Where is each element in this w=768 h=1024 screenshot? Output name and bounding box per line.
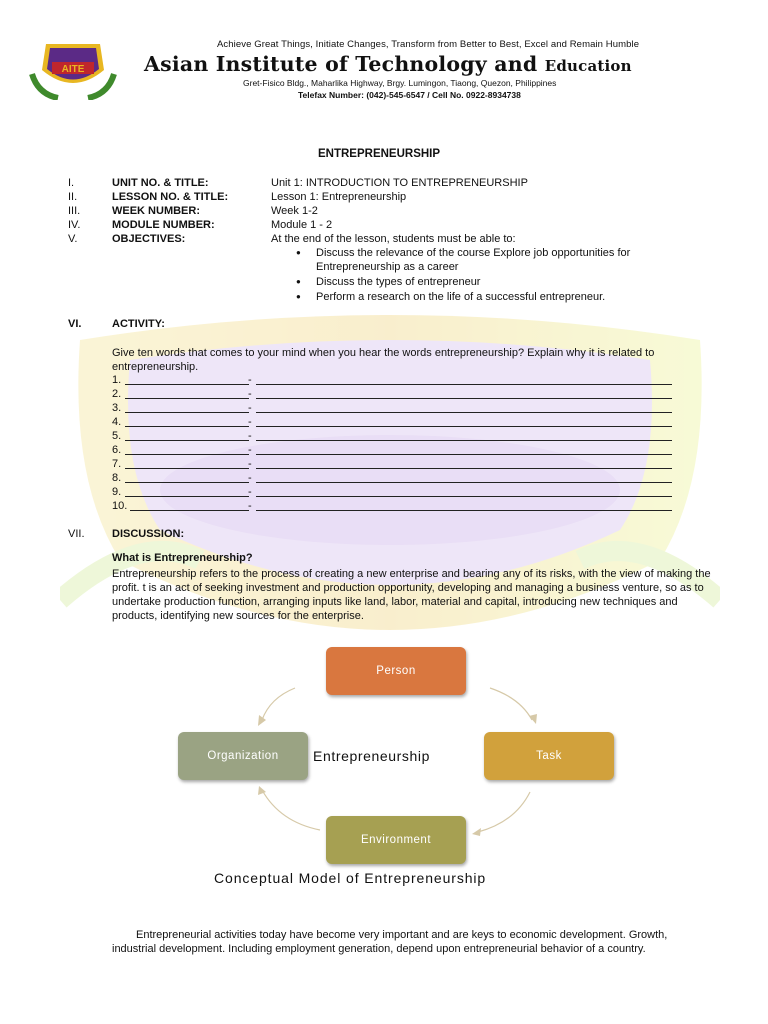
- answer-word-blank: [125, 440, 249, 441]
- diagram-node-person: Person: [326, 647, 466, 695]
- answer-dash: -: [248, 416, 252, 428]
- answer-explanation-blank: [256, 426, 672, 427]
- answer-word-blank: [125, 398, 249, 399]
- document-title: ENTREPRENEURSHIP: [318, 148, 441, 160]
- answer-line-number: 8.: [112, 472, 122, 484]
- info-row-label: LESSON NO. & TITLE:: [112, 191, 229, 203]
- institution-name: [144, 52, 632, 76]
- answer-explanation-blank: [256, 412, 672, 413]
- answer-word-blank: [125, 454, 249, 455]
- diagram-node-environment: Environment: [326, 816, 466, 864]
- diagram-node-task: Task: [484, 732, 614, 780]
- objectives-list: [296, 246, 676, 305]
- answer-line-number: 5.: [112, 430, 122, 442]
- diagram-center-label: Entrepreneurship: [313, 748, 430, 764]
- info-row-objectives: [68, 233, 688, 247]
- answer-line-number: 4.: [112, 416, 122, 428]
- info-row-value: Lesson 1: Entrepreneurship: [271, 191, 407, 203]
- activity-prompt: Give ten words that comes to your mind when you hear the words entrepreneurship? Explain why it is related to entrepreneurship.: [112, 347, 655, 373]
- answer-dash: -: [248, 458, 252, 470]
- answer-dash: -: [248, 388, 252, 400]
- answer-dash: -: [248, 472, 252, 484]
- arrow-task-to-environment: [478, 792, 530, 832]
- answer-explanation-blank: [256, 398, 672, 399]
- logo-text: AITE: [61, 64, 85, 75]
- answer-explanation-blank: [256, 440, 672, 441]
- activity-number: VI.: [68, 318, 82, 330]
- info-row-value: At the end of the lesson, students must be able to:: [271, 233, 516, 245]
- answer-word-blank: [125, 496, 249, 497]
- answer-word-blank: [125, 468, 249, 469]
- answer-explanation-blank: [256, 454, 672, 455]
- answer-explanation-blank: [256, 468, 672, 469]
- info-row-value: Unit 1: INTRODUCTION TO ENTREPRENEURSHIP: [271, 177, 528, 189]
- info-row-unit: [68, 177, 688, 191]
- school-contact: Telefax Number: (042)-545-6547 / Cell No. 0922-8934738: [298, 90, 521, 100]
- objective-item: ● Discuss the relevance of the course Explore job opportunities for Entrepreneurship as a career: [296, 246, 676, 274]
- school-logo: [28, 40, 118, 100]
- answer-dash: -: [248, 430, 252, 442]
- answer-explanation-blank: [256, 384, 672, 385]
- discussion-heading: DISCUSSION:: [112, 528, 185, 540]
- answer-line-number: 2.: [112, 388, 122, 400]
- info-row-number: II.: [68, 191, 78, 203]
- info-row-value: Module 1 - 2: [271, 219, 333, 231]
- objective-item: ● Perform a research on the life of a successful entrepreneur.: [296, 290, 676, 304]
- info-row-lesson: [68, 191, 688, 205]
- info-row-module: [68, 219, 688, 233]
- answer-dash: -: [248, 444, 252, 456]
- info-row-label: OBJECTIVES:: [112, 233, 186, 245]
- arrow-organization-to-person: [262, 688, 295, 720]
- answer-explanation-blank: [256, 510, 672, 511]
- answer-dash: -: [248, 486, 252, 498]
- info-row-value: Week 1-2: [271, 205, 318, 217]
- answer-line-number: 10.: [112, 500, 128, 512]
- discussion-number: VII.: [68, 528, 85, 540]
- info-row-label: UNIT NO. & TITLE:: [112, 177, 209, 189]
- answer-line-number: 7.: [112, 458, 122, 470]
- answer-line-number: 6.: [112, 444, 122, 456]
- arrowhead: [529, 714, 537, 724]
- arrowhead: [258, 715, 266, 726]
- info-row-number: IV.: [68, 219, 81, 231]
- discussion-subheading: What is Entrepreneurship?: [112, 552, 253, 564]
- arrow-environment-to-organization: [262, 790, 320, 830]
- answer-explanation-blank: [256, 482, 672, 483]
- info-row-number: III.: [68, 205, 81, 217]
- closing-paragraph: Entrepreneurial activities today have become very important and are keys to economic development. Growth, industrial development. Including employment generation, depend upon entrepreneurial behavior of a country.: [112, 929, 668, 955]
- info-row-number: V.: [68, 233, 78, 245]
- diagram-caption: Conceptual Model of Entrepreneurship: [214, 870, 487, 886]
- arrowhead: [472, 828, 481, 836]
- info-row-week: [68, 205, 688, 219]
- school-motto: Achieve Great Things, Initiate Changes, Transform from Better to Best, Excel and Remain Humble: [217, 39, 640, 50]
- answer-line-number: 3.: [112, 402, 122, 414]
- school-address: Gret-Fisico Bldg., Maharlika Highway, Brgy. Lumingon, Tiaong, Quezon, Philippines: [243, 78, 557, 88]
- institution-name-main: Asian Institute of Technology and: [144, 52, 545, 76]
- answer-line-number: 1.: [112, 374, 122, 386]
- answer-word-blank: [125, 412, 249, 413]
- answer-dash: -: [248, 374, 252, 386]
- institution-name-edu: Education: [544, 57, 632, 75]
- activity-heading: ACTIVITY:: [112, 318, 165, 330]
- discussion-body: Entrepreneurship refers to the process of creating a new enterprise and bearing any of its risks, with the view of making the profit. t is an act of seeking investment and production opportunity, developing and managing a business venture, so as to undertake production function, arranging inputs like land, labor, material and capital, introducing new techniques and products, identifying new sources for the enterprise.: [112, 568, 711, 622]
- answer-explanation-blank: [256, 496, 672, 497]
- answer-word-blank: [125, 426, 249, 427]
- info-row-number: I.: [68, 177, 75, 189]
- answer-line-number: 9.: [112, 486, 122, 498]
- answer-dash: -: [248, 402, 252, 414]
- answer-word-blank: [125, 482, 249, 483]
- arrow-person-to-task: [490, 688, 532, 720]
- info-row-label: WEEK NUMBER:: [112, 205, 200, 217]
- diagram-node-organization: Organization: [178, 732, 308, 780]
- answer-word-blank: [125, 384, 249, 385]
- info-row-label: MODULE NUMBER:: [112, 219, 215, 231]
- answer-dash: -: [248, 500, 252, 512]
- answer-word-blank: [130, 510, 249, 511]
- objective-item: ● Discuss the types of entrepreneur: [296, 275, 676, 289]
